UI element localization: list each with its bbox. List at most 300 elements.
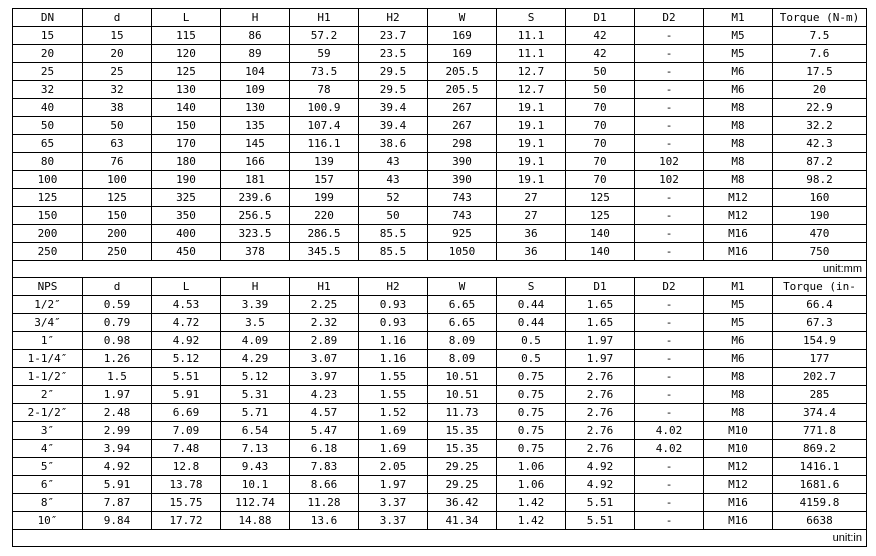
- metric-header-cell: W: [428, 9, 497, 27]
- table-cell: 42.3: [773, 135, 867, 153]
- table-cell: 10.51: [428, 386, 497, 404]
- table-cell: 59: [290, 45, 359, 63]
- table-cell: 85.5: [359, 225, 428, 243]
- table-cell: 4159.8: [773, 494, 867, 512]
- table-cell: 42: [566, 27, 635, 45]
- metric-header-cell: S: [497, 9, 566, 27]
- table-row: [13, 296, 867, 314]
- table-cell: 52: [359, 189, 428, 207]
- table-cell: 12.7: [497, 63, 566, 81]
- table-cell: 0.75: [497, 440, 566, 458]
- table-cell: 3/4″: [13, 314, 83, 332]
- table-cell: 7.5: [773, 27, 867, 45]
- table-cell: 3.37: [359, 494, 428, 512]
- table-cell: 1416.1: [773, 458, 867, 476]
- table-row: [13, 512, 867, 530]
- table-cell: 23.5: [359, 45, 428, 63]
- table-cell: -: [635, 386, 704, 404]
- table-cell: 5.51: [566, 494, 635, 512]
- table-cell: 3.07: [290, 350, 359, 368]
- table-cell: 181: [221, 171, 290, 189]
- table-cell: 112.74: [221, 494, 290, 512]
- table-cell: 41.34: [428, 512, 497, 530]
- table-cell: M10: [704, 440, 773, 458]
- table-cell: 100.9: [290, 99, 359, 117]
- table-cell: -: [635, 296, 704, 314]
- table-cell: 11.1: [497, 27, 566, 45]
- table-cell: M5: [704, 45, 773, 63]
- table-cell: 130: [152, 81, 221, 99]
- table-cell: 63: [83, 135, 152, 153]
- table-cell: 4.02: [635, 422, 704, 440]
- table-cell: 109: [221, 81, 290, 99]
- imperial-header-cell: M1: [704, 278, 773, 296]
- table-cell: 6.65: [428, 314, 497, 332]
- table-cell: M16: [704, 225, 773, 243]
- table-body: [13, 9, 867, 547]
- table-cell: 390: [428, 153, 497, 171]
- imperial-header-cell: L: [152, 278, 221, 296]
- table-cell: 5.91: [83, 476, 152, 494]
- table-cell: 378: [221, 243, 290, 261]
- table-cell: M8: [704, 404, 773, 422]
- table-cell: 11.1: [497, 45, 566, 63]
- table-cell: 2.76: [566, 386, 635, 404]
- metric-header-row: [13, 9, 867, 27]
- table-cell: 1.97: [566, 332, 635, 350]
- table-cell: -: [635, 135, 704, 153]
- table-cell: 743: [428, 189, 497, 207]
- table-row: [13, 404, 867, 422]
- table-cell: 4.92: [566, 476, 635, 494]
- table-row: [13, 27, 867, 45]
- table-cell: M8: [704, 386, 773, 404]
- table-cell: M12: [704, 476, 773, 494]
- table-cell: 17.5: [773, 63, 867, 81]
- table-cell: 5.47: [290, 422, 359, 440]
- table-row: [13, 332, 867, 350]
- table-row: [13, 135, 867, 153]
- table-cell: 2-1/2″: [13, 404, 83, 422]
- table-cell: 3.5: [221, 314, 290, 332]
- table-cell: 0.75: [497, 386, 566, 404]
- table-cell: 15.75: [152, 494, 221, 512]
- table-cell: 11.73: [428, 404, 497, 422]
- table-cell: 19.1: [497, 135, 566, 153]
- table-cell: 5.91: [152, 386, 221, 404]
- table-cell: 22.9: [773, 99, 867, 117]
- table-cell: 50: [13, 117, 83, 135]
- table-cell: 325: [152, 189, 221, 207]
- table-cell: 1.97: [566, 350, 635, 368]
- table-cell: 7.6: [773, 45, 867, 63]
- table-cell: 135: [221, 117, 290, 135]
- table-cell: 25: [13, 63, 83, 81]
- table-cell: 6.18: [290, 440, 359, 458]
- table-cell: 100: [83, 171, 152, 189]
- table-cell: M8: [704, 368, 773, 386]
- table-cell: 50: [566, 63, 635, 81]
- dimensions-table: [12, 8, 867, 547]
- table-cell: 8.09: [428, 350, 497, 368]
- table-cell: M8: [704, 153, 773, 171]
- table-cell: 1.65: [566, 296, 635, 314]
- table-cell: 6638: [773, 512, 867, 530]
- table-cell: 1.06: [497, 458, 566, 476]
- table-cell: 345.5: [290, 243, 359, 261]
- table-row: [13, 207, 867, 225]
- table-cell: 199: [290, 189, 359, 207]
- metric-header-cell: D1: [566, 9, 635, 27]
- table-row: [13, 171, 867, 189]
- table-cell: M8: [704, 135, 773, 153]
- table-cell: 0.5: [497, 332, 566, 350]
- table-cell: 925: [428, 225, 497, 243]
- metric-header-cell: DN: [13, 9, 83, 27]
- table-cell: M5: [704, 314, 773, 332]
- table-cell: 5.12: [221, 368, 290, 386]
- imperial-header-cell: H: [221, 278, 290, 296]
- table-cell: -: [635, 404, 704, 422]
- table-cell: 32: [13, 81, 83, 99]
- table-cell: 267: [428, 117, 497, 135]
- table-cell: 169: [428, 27, 497, 45]
- imperial-header-cell: H1: [290, 278, 359, 296]
- table-cell: 98.2: [773, 171, 867, 189]
- table-cell: 374.4: [773, 404, 867, 422]
- table-row: [13, 350, 867, 368]
- table-cell: 102: [635, 171, 704, 189]
- table-cell: 15: [83, 27, 152, 45]
- table-cell: M16: [704, 512, 773, 530]
- table-cell: 6″: [13, 476, 83, 494]
- metric-header-cell: L: [152, 9, 221, 27]
- table-cell: 10.51: [428, 368, 497, 386]
- table-cell: 2.05: [359, 458, 428, 476]
- table-cell: 32.2: [773, 117, 867, 135]
- table-cell: 32: [83, 81, 152, 99]
- table-cell: 1050: [428, 243, 497, 261]
- table-cell: 104: [221, 63, 290, 81]
- table-cell: 1.42: [497, 512, 566, 530]
- table-cell: 1.97: [83, 386, 152, 404]
- table-cell: 1.69: [359, 440, 428, 458]
- table-cell: M12: [704, 458, 773, 476]
- table-cell: 39.4: [359, 99, 428, 117]
- table-cell: 1″: [13, 332, 83, 350]
- table-cell: 298: [428, 135, 497, 153]
- table-cell: M8: [704, 99, 773, 117]
- table-cell: -: [635, 314, 704, 332]
- metric-header-cell: H2: [359, 9, 428, 27]
- table-cell: M12: [704, 189, 773, 207]
- table-cell: 2.89: [290, 332, 359, 350]
- table-cell: 70: [566, 171, 635, 189]
- table-cell: 323.5: [221, 225, 290, 243]
- table-cell: 869.2: [773, 440, 867, 458]
- table-cell: 0.98: [83, 332, 152, 350]
- table-cell: 750: [773, 243, 867, 261]
- table-row: [13, 494, 867, 512]
- table-cell: -: [635, 189, 704, 207]
- table-cell: 89: [221, 45, 290, 63]
- table-cell: -: [635, 332, 704, 350]
- table-cell: 0.75: [497, 404, 566, 422]
- table-cell: -: [635, 207, 704, 225]
- table-cell: 0.75: [497, 368, 566, 386]
- table-cell: M5: [704, 296, 773, 314]
- table-cell: 1-1/4″: [13, 350, 83, 368]
- spec-tables: [12, 8, 865, 547]
- table-cell: 220: [290, 207, 359, 225]
- table-cell: 7.13: [221, 440, 290, 458]
- table-cell: 0.5: [497, 350, 566, 368]
- table-cell: 120: [152, 45, 221, 63]
- table-cell: 0.79: [83, 314, 152, 332]
- table-cell: 1.69: [359, 422, 428, 440]
- table-cell: 70: [566, 117, 635, 135]
- table-cell: 4.92: [83, 458, 152, 476]
- table-cell: 190: [773, 207, 867, 225]
- table-cell: 50: [566, 81, 635, 99]
- table-cell: 1.06: [497, 476, 566, 494]
- table-cell: 4.53: [152, 296, 221, 314]
- table-cell: -: [635, 350, 704, 368]
- table-cell: 145: [221, 135, 290, 153]
- unit-label: unit:mm: [13, 261, 867, 278]
- table-row: [13, 117, 867, 135]
- table-cell: 125: [13, 189, 83, 207]
- table-cell: 29.5: [359, 81, 428, 99]
- table-cell: 43: [359, 153, 428, 171]
- table-cell: 0.44: [497, 296, 566, 314]
- table-cell: 107.4: [290, 117, 359, 135]
- table-cell: 150: [152, 117, 221, 135]
- table-cell: 8.09: [428, 332, 497, 350]
- table-cell: 2.76: [566, 404, 635, 422]
- table-cell: 771.8: [773, 422, 867, 440]
- table-row: [13, 386, 867, 404]
- table-cell: 0.59: [83, 296, 152, 314]
- table-cell: 1.16: [359, 332, 428, 350]
- table-cell: 39.4: [359, 117, 428, 135]
- table-cell: 42: [566, 45, 635, 63]
- table-cell: 2.48: [83, 404, 152, 422]
- imperial-header-cell: d: [83, 278, 152, 296]
- table-row: [13, 440, 867, 458]
- table-cell: 7.48: [152, 440, 221, 458]
- table-cell: 150: [13, 207, 83, 225]
- table-cell: 29.5: [359, 63, 428, 81]
- table-cell: 125: [152, 63, 221, 81]
- table-cell: -: [635, 99, 704, 117]
- table-cell: 180: [152, 153, 221, 171]
- table-cell: 166: [221, 153, 290, 171]
- table-cell: M16: [704, 494, 773, 512]
- table-cell: 12.8: [152, 458, 221, 476]
- metric-header-cell: Torque (N-m): [773, 9, 867, 27]
- table-cell: 239.6: [221, 189, 290, 207]
- table-cell: 1.55: [359, 368, 428, 386]
- table-cell: 3.39: [221, 296, 290, 314]
- table-cell: 50: [83, 117, 152, 135]
- table-cell: 20: [13, 45, 83, 63]
- table-cell: 285: [773, 386, 867, 404]
- table-row: [13, 422, 867, 440]
- table-cell: M8: [704, 171, 773, 189]
- table-cell: 7.09: [152, 422, 221, 440]
- table-cell: 4″: [13, 440, 83, 458]
- table-cell: 1.55: [359, 386, 428, 404]
- table-cell: 11.28: [290, 494, 359, 512]
- table-cell: M6: [704, 81, 773, 99]
- table-cell: 19.1: [497, 153, 566, 171]
- table-cell: M5: [704, 27, 773, 45]
- table-cell: 450: [152, 243, 221, 261]
- table-cell: 1681.6: [773, 476, 867, 494]
- table-cell: 3.37: [359, 512, 428, 530]
- imperial-header-cell: NPS: [13, 278, 83, 296]
- table-cell: 15: [13, 27, 83, 45]
- table-cell: 202.7: [773, 368, 867, 386]
- table-cell: 5.51: [152, 368, 221, 386]
- table-cell: 1-1/2″: [13, 368, 83, 386]
- table-cell: 29.25: [428, 458, 497, 476]
- table-cell: -: [635, 81, 704, 99]
- table-cell: 140: [152, 99, 221, 117]
- table-row: [13, 225, 867, 243]
- unit-label: unit:in: [13, 530, 867, 547]
- table-cell: 102: [635, 153, 704, 171]
- table-cell: 256.5: [221, 207, 290, 225]
- table-cell: 86: [221, 27, 290, 45]
- table-row: [13, 81, 867, 99]
- table-cell: 154.9: [773, 332, 867, 350]
- table-cell: 65: [13, 135, 83, 153]
- table-cell: 130: [221, 99, 290, 117]
- table-cell: 19.1: [497, 117, 566, 135]
- table-cell: 125: [566, 189, 635, 207]
- table-cell: 170: [152, 135, 221, 153]
- table-cell: 116.1: [290, 135, 359, 153]
- table-row: [13, 243, 867, 261]
- table-cell: 10″: [13, 512, 83, 530]
- table-cell: 2.99: [83, 422, 152, 440]
- table-cell: 190: [152, 171, 221, 189]
- table-cell: 67.3: [773, 314, 867, 332]
- table-cell: 140: [566, 243, 635, 261]
- table-cell: 157: [290, 171, 359, 189]
- imperial-unit-row: [13, 530, 867, 547]
- table-cell: 9.84: [83, 512, 152, 530]
- metric-header-cell: D2: [635, 9, 704, 27]
- table-cell: 10.1: [221, 476, 290, 494]
- table-cell: -: [635, 243, 704, 261]
- imperial-header-cell: Torque (in-: [773, 278, 867, 296]
- table-cell: 125: [83, 189, 152, 207]
- table-cell: 3.97: [290, 368, 359, 386]
- table-cell: 23.7: [359, 27, 428, 45]
- table-cell: 19.1: [497, 171, 566, 189]
- table-cell: 80: [13, 153, 83, 171]
- table-cell: 87.2: [773, 153, 867, 171]
- table-row: [13, 458, 867, 476]
- table-cell: 19.1: [497, 99, 566, 117]
- table-cell: 4.23: [290, 386, 359, 404]
- table-cell: 2.76: [566, 440, 635, 458]
- table-cell: 2.76: [566, 368, 635, 386]
- imperial-header-cell: S: [497, 278, 566, 296]
- table-cell: 20: [773, 81, 867, 99]
- table-cell: 3″: [13, 422, 83, 440]
- metric-unit-row: [13, 261, 867, 278]
- table-cell: 400: [152, 225, 221, 243]
- table-cell: 38: [83, 99, 152, 117]
- table-cell: 169: [428, 45, 497, 63]
- table-cell: 5.12: [152, 350, 221, 368]
- table-cell: 2.25: [290, 296, 359, 314]
- table-cell: 1.26: [83, 350, 152, 368]
- table-cell: 13.6: [290, 512, 359, 530]
- table-cell: M10: [704, 422, 773, 440]
- table-cell: 2.76: [566, 422, 635, 440]
- table-cell: 350: [152, 207, 221, 225]
- table-cell: 1.5: [83, 368, 152, 386]
- metric-header-cell: H1: [290, 9, 359, 27]
- table-cell: 70: [566, 153, 635, 171]
- table-cell: 76: [83, 153, 152, 171]
- table-cell: M6: [704, 350, 773, 368]
- table-cell: 115: [152, 27, 221, 45]
- table-cell: 2″: [13, 386, 83, 404]
- table-cell: M8: [704, 117, 773, 135]
- table-cell: 177: [773, 350, 867, 368]
- table-cell: 17.72: [152, 512, 221, 530]
- table-cell: 150: [83, 207, 152, 225]
- table-cell: 140: [566, 225, 635, 243]
- table-cell: 13.78: [152, 476, 221, 494]
- table-row: [13, 63, 867, 81]
- table-row: [13, 153, 867, 171]
- table-cell: 4.09: [221, 332, 290, 350]
- metric-header-cell: M1: [704, 9, 773, 27]
- table-cell: 5.31: [221, 386, 290, 404]
- table-cell: 70: [566, 135, 635, 153]
- imperial-header-cell: H2: [359, 278, 428, 296]
- table-cell: 85.5: [359, 243, 428, 261]
- table-cell: M16: [704, 243, 773, 261]
- table-cell: 390: [428, 171, 497, 189]
- table-cell: M6: [704, 332, 773, 350]
- table-cell: 3.94: [83, 440, 152, 458]
- table-cell: -: [635, 512, 704, 530]
- imperial-header-cell: W: [428, 278, 497, 296]
- table-cell: -: [635, 45, 704, 63]
- table-cell: 4.02: [635, 440, 704, 458]
- table-cell: 7.83: [290, 458, 359, 476]
- table-cell: 4.92: [152, 332, 221, 350]
- table-cell: 4.92: [566, 458, 635, 476]
- table-row: [13, 45, 867, 63]
- table-cell: -: [635, 494, 704, 512]
- table-cell: 139: [290, 153, 359, 171]
- table-cell: -: [635, 27, 704, 45]
- table-cell: 15.35: [428, 422, 497, 440]
- table-cell: 743: [428, 207, 497, 225]
- table-cell: 36: [497, 243, 566, 261]
- table-cell: 8″: [13, 494, 83, 512]
- table-cell: 4.57: [290, 404, 359, 422]
